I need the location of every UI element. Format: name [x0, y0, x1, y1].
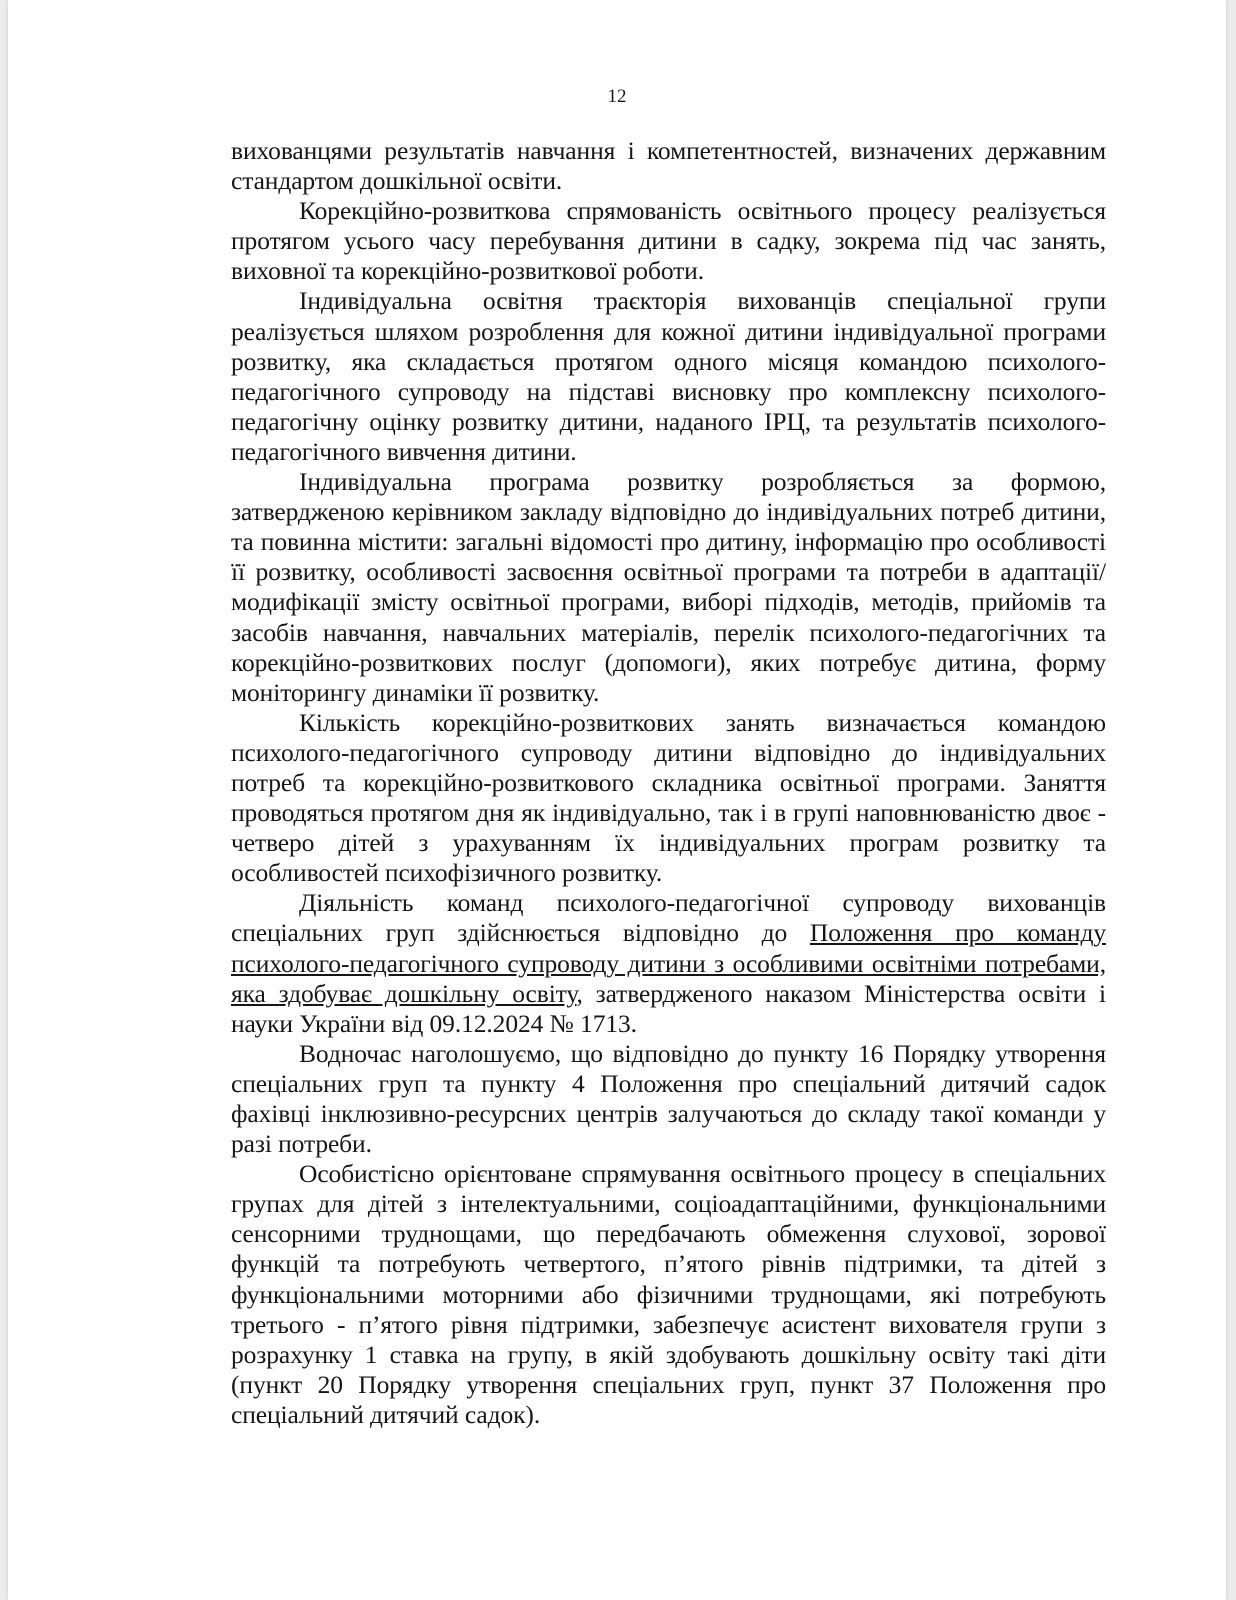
paragraph-continuation: вихованцями результатів навчання і компетентностей, визначених державним стандартом дошкільної освіти. [231, 136, 1106, 196]
paragraph-individual-trajectory: Індивідуальна освітня траєкторія вихованців спеціальної групи реалізується шляхом розроблення для кожної дитини індивідуальної програми розвитку, яка складається протягом одного місяця командою психолого-педагогічного супроводу на підставі висновку про комплексну психолого-педагогічну оцінку розвитку дитини, наданого ІРЦ, та результатів психолого-педагогічного вивчення дитини. [231, 286, 1106, 466]
paragraph-assistant: Особистісно орієнтоване спрямування освітнього процесу в спеціальних групах для дітей з інтелектуальними, соціоадаптаційними, функціональними сенсорними труднощами, що передбачають обмеження слухової, зорової функцій та потребують четвертого, п’ятого рівнів підтримки, та дітей з функціональними моторними або фізичними труднощами, які потребують третього - п’ятого рівня підтримки, забезпечує асистент вихователя групи з розрахунку 1 ставка на групу, в якій здобувають дошкільну освіту такі діти (пункт 20 Порядку утворення спеціальних груп, пункт 37 Положення про спеціальний дитячий садок). [231, 1159, 1106, 1429]
page-number: 12 [607, 86, 627, 107]
document-body [231, 136, 1106, 1430]
paragraph-individual-program: Індивідуальна програма розвитку розробляється за формою, затвердженою керівником закладу відповідно до індивідуальних потреб дитини, та повинна містити: загальні відомості про дитину, інформацію про особливості її розвитку, особливості засвоєння освітньої програми та потреби в адаптації/модифікації змісту освітньої програми, виборі підходів, методів, прийомів та засобів навчання, навчальних матеріалів, перелік психолого-педагогічних та корекційно-розвиткових послуг (допомоги), яких потребує дитина, форму моніторингу динаміки її розвитку. [231, 467, 1106, 707]
regulation-link[interactable]: Положення про команду психолого-педагогічного супроводу дитини з особливими освітніми потребами, яка здобуває дошкільну освіту [231, 918, 1106, 1008]
paragraph-text-before-link: Діяльність команд психолого-педагогічної супроводу вихованців спеціальних груп здійснюється відповідно до [231, 888, 1106, 948]
paragraph-correctional-focus: Корекційно-розвиткова спрямованість освітнього процесу реалізується протягом усього часу перебування дитини в садку, зокрема під час занять, виховної та корекційно-розвиткової роботи. [231, 196, 1106, 286]
paragraph-team-activity [231, 888, 1106, 1038]
document-page [8, 0, 1226, 1600]
paragraph-text-after-link: , затвердженого наказом Міністерства освіти і науки України від 09.12.2024 № 1713. [231, 978, 1106, 1038]
paragraph-irc-specialists: Водночас наголошуємо, що відповідно до пункту 16 Порядку утворення спеціальних груп та пункту 4 Положення про спеціальний дитячий садок фахівці інклюзивно-ресурсних центрів залучаються до складу такої команди у разі потреби. [231, 1038, 1106, 1159]
paragraph-lessons-count: Кількість корекційно-розвиткових занять визначається командою психолого-педагогічного супроводу дитини відповідно до індивідуальних потреб та корекційно-розвиткового складника освітньої програми. Заняття проводяться протягом дня як індивідуально, так і в групі наповнюваністю двоє - четверо дітей з урахуванням їх індивідуальних програм розвитку та особливостей психофізичного розвитку. [231, 707, 1106, 888]
